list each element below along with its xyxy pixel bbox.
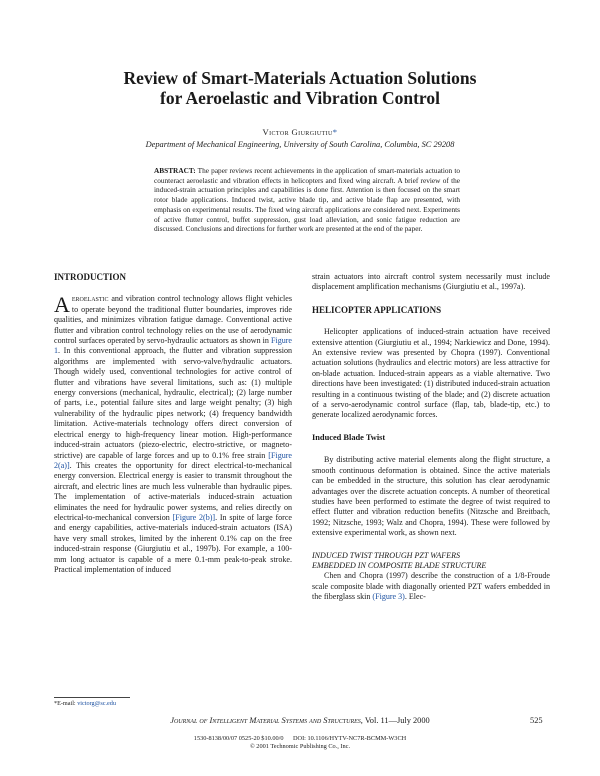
blade-twist-paragraph: By distributing active material elements along the flight structure, a smooth continuous deformation is obtained. Since the active materials can be embedded in the structure, this solution has clear aerodynamic advantages over the discrete actuation concepts. A number of theoretical studies have been performed to estimate the degree of twist required to effect flutter and vibration reduction benefits (Nitzsche and Breitbach, 1992; Nitzsche, 1993; Walz and Chopra, 1994). These were followed by extensive experimental work, as shown next. [312, 455, 550, 538]
pzt-text-b: . Elec- [404, 592, 426, 602]
abstract-label: ABSTRACT: [154, 166, 196, 175]
author-name: Victor Giurgiutiu [262, 127, 333, 137]
intro-text-d: . In spite of large force and energy capabilities, active-materials induced-strain actuators (ISA) have very small strokes, limited by the inherent 0.1% cap on the free induced-strain response (Giurgiutiu et al., 1997b). For example, a 100-mm long actuator is capable of a mere 0.1-mm peak-to-peak stroke. Practical implementation of induced [54, 512, 292, 574]
figure-1-link[interactable]: Figure 1 [54, 336, 292, 356]
page-number: 525 [530, 716, 543, 725]
helicopter-heading: HELICOPTER APPLICATIONS [312, 304, 442, 315]
paper-title [60, 68, 540, 108]
journal-name: Journal of Intelligent Material Systems and Structures [170, 716, 361, 725]
title-line-1: Review of Smart-Materials Actuation Solutions [123, 68, 477, 88]
footnote [54, 700, 116, 707]
title-line-2: for Aeroelastic and Vibration Control [160, 88, 440, 108]
intro-heading: INTRODUCTION [54, 272, 127, 282]
copyright-line: © 2001 Technomic Publishing Co., Inc. [249, 743, 351, 750]
figure-3-link[interactable]: (Figure 3) [372, 592, 405, 602]
pzt-subheading-line-2: EMBEDDED IN COMPOSITE BLADE STRUCTURE [312, 560, 487, 570]
journal-issue: , Vol. 11—July 2000 [360, 716, 430, 725]
publication-info [54, 735, 546, 751]
figure-2b-link[interactable]: [Figure 2(b)] [172, 512, 216, 522]
right-column [312, 272, 550, 603]
intro-smallcaps: eroelastic [71, 294, 109, 304]
pzt-text-a: Chen and Chopra (1997) describe the construction of a 1/8-Froude scale composite blade with diagonally oriented PZT wafers embedded in the fiberglass skin [312, 571, 550, 602]
intro-text-a: and vibration control technology allows flight vehicles to operate beyond the traditional flutter boundaries, improves ride qualities, and minimizes vibration fatigue damage. Conventional active flutter and vibration control technology relies on the use of aerodynamic control surfaces operated by servo-hydraulic actuators as shown in [54, 294, 292, 346]
footnote-divider [54, 697, 130, 698]
drop-cap: A [54, 292, 70, 318]
footnote-label: *E-mail: [54, 700, 78, 707]
affiliation: Department of Mechanical Engineering, University of South Carolina, Columbia, SC 29208 [145, 140, 455, 149]
intro-paragraph [54, 294, 292, 575]
doi-line: 1530-8138/00/07 0525-20 $10.00/0 DOI: 10.1106/HYTV-NC7R-BCMM-W3CH [193, 735, 407, 742]
journal-footer [54, 716, 546, 725]
abstract [154, 166, 460, 234]
author-footnote-mark[interactable]: * [332, 127, 338, 137]
left-column [54, 272, 292, 575]
pzt-subheading-line-1: INDUCED TWIST THROUGH PZT WAFERS [312, 550, 461, 560]
blade-twist-heading: Induced Blade Twist [312, 432, 386, 442]
author-email-link[interactable]: victorg@sc.edu [77, 700, 116, 707]
figure-2a-link[interactable]: [Figure 2(a)] [54, 450, 292, 470]
intro-text-b: . In this conventional approach, the flutter and vibration suppression algorithms are implemented with servo-valve/hydraulic actuators. Though widely used, conventional technologies for active control of flutter and vibrations have several limitations, such as: (1) multiple energy conversions (mechanical, hydraulic, electrical); (2) large number of parts, i.e., potential failure sites and large weight penalty; (3) high vulnerability of the hydraulic pipes network; (4) frequency bandwidth limitation. Active-materials technology offers direct conversion of electrical energy to high-frequency linear motion. High-performance induced-strain actuators (piezo-electric, electro-strictive, or magneto-strictive) are capable of large forces and up to 0.1% free strain [54, 346, 292, 460]
abstract-text: The paper reviews recent achievements in the application of smart-materials actuation to counteract aeroelastic and vibration effects in helicopters and fixed wing aircraft. A brief review of the induced-strain actuation principles and capabilities is done first. Attention is then focused on the smart rotor blade applications. Induced twist, active blade tip, and active blade flap are presented, with emphasis on experimental results. The fixed wing aircraft applications are considered next. Experiments of active flutter control, buffet suppression, gust load alleviation, and sonic fatigue reduction are discussed. Conclusions and directions for further work are presented at the end of the paper. [154, 166, 460, 234]
pzt-paragraph [312, 571, 550, 602]
intro-text-c: . This creates the opportunity for direct electrical-to-mechanical energy conversion. Electrical energy is easier to transmit throughout the aircraft, and electric lines are much less vulnerable than hydraulic pipes. The implementation of active-materials induced-strain actuation eliminates the need for hydraulic power systems, and relies directly on electrical-to-mechanical conversion [54, 460, 292, 522]
continued-paragraph: strain actuators into aircraft control system necessarily must include displacement amplification mechanisms (Giurgiutiu et al., 1997a). [312, 272, 550, 292]
helicopter-paragraph: Helicopter applications of induced-strain actuation have received extensive attention (Giurgiutiu et al., 1994; Narkiewicz and Done, 1994). An extensive review was presented by Chopra (1997). Conventional actuation solutions (hydraulics and electric motors) are less attractive for on-blade actuation. Induced-strain appears as a viable alternative. Two directions have been investigated: (1) distributed induced-strain actuation resulting in a continuous twisting of the blade; and (2) discrete actuation of a servo-aerodynamic control surface (flap, tab, blade-tip, etc.) to generate localized aerodynamic forces. [312, 327, 550, 420]
author [60, 127, 540, 137]
